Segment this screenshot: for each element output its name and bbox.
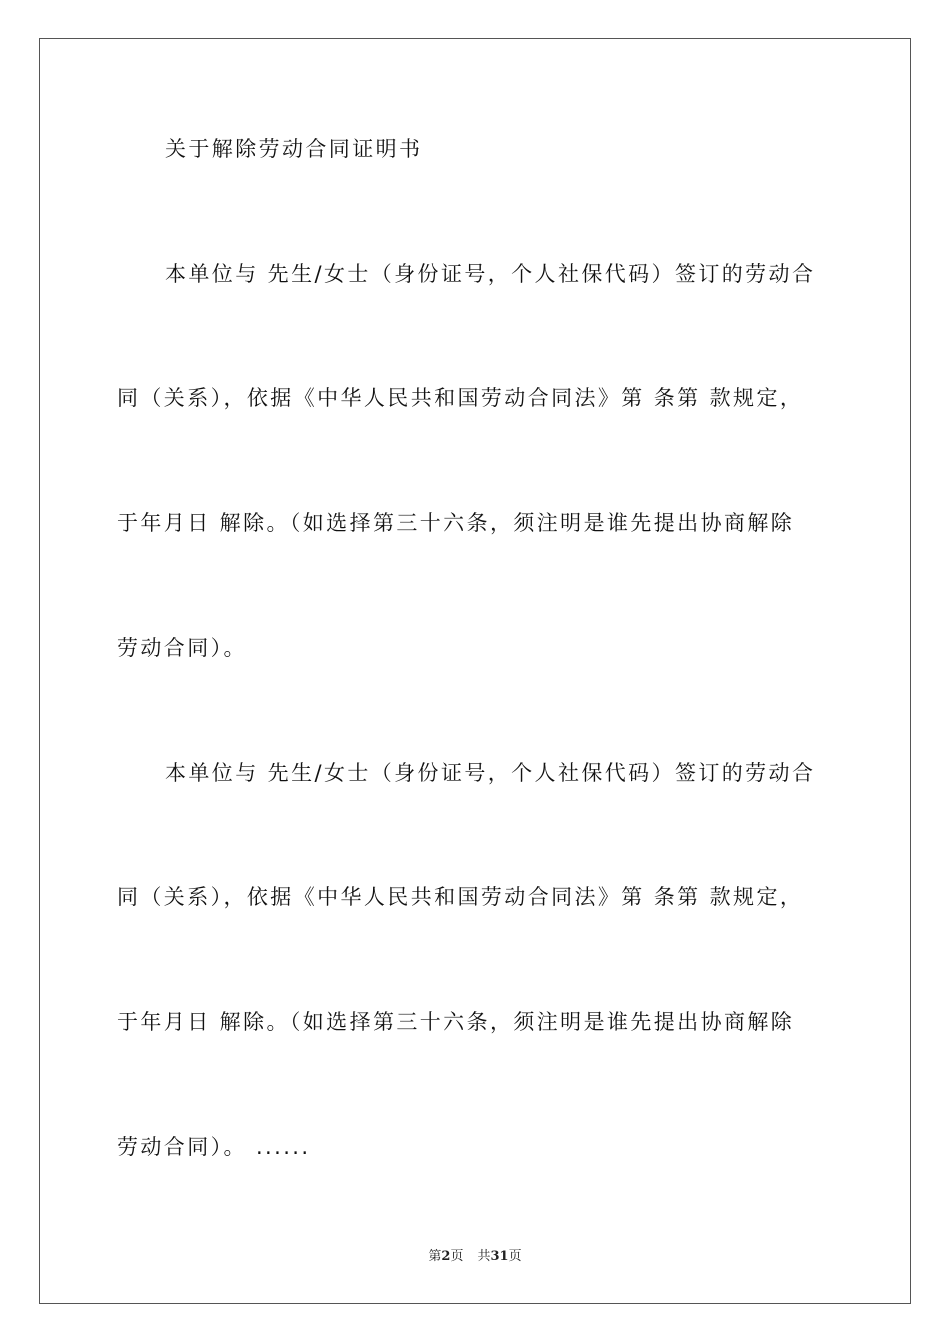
paragraph-1-line-4: 劳动合同）。 bbox=[117, 636, 247, 660]
footer-current-page: 2 bbox=[441, 1249, 451, 1264]
footer-page-prefix: 第 bbox=[428, 1249, 442, 1264]
paragraph-1-line-3: 于年月日 解除。（如选择第三十六条，须注明是谁先提出协商解除 bbox=[117, 511, 795, 535]
page-frame bbox=[39, 38, 911, 1304]
document-title: 关于解除劳动合同证明书 bbox=[165, 137, 423, 161]
footer-total-pages: 31 bbox=[490, 1249, 509, 1264]
paragraph-2-line-4: 劳动合同）。 ...... bbox=[117, 1135, 311, 1159]
page-footer bbox=[0, 1248, 950, 1266]
footer-total-prefix: 共 bbox=[477, 1249, 491, 1264]
footer-page-suffix: 页 bbox=[450, 1249, 464, 1264]
paragraph-2-line-1: 本单位与 先生/女士（身份证号，个人社保代码）签订的劳动合 bbox=[165, 761, 816, 785]
paragraph-1-line-2: 同（关系），依据《中华人民共和国劳动合同法》第 条第 款规定， bbox=[117, 386, 804, 410]
footer-total-suffix: 页 bbox=[508, 1249, 522, 1264]
paragraph-2-line-2: 同（关系），依据《中华人民共和国劳动合同法》第 条第 款规定， bbox=[117, 885, 804, 909]
paragraph-2-line-3: 于年月日 解除。（如选择第三十六条，须注明是谁先提出协商解除 bbox=[117, 1010, 795, 1034]
paragraph-1-line-1: 本单位与 先生/女士（身份证号，个人社保代码）签订的劳动合 bbox=[165, 262, 816, 286]
